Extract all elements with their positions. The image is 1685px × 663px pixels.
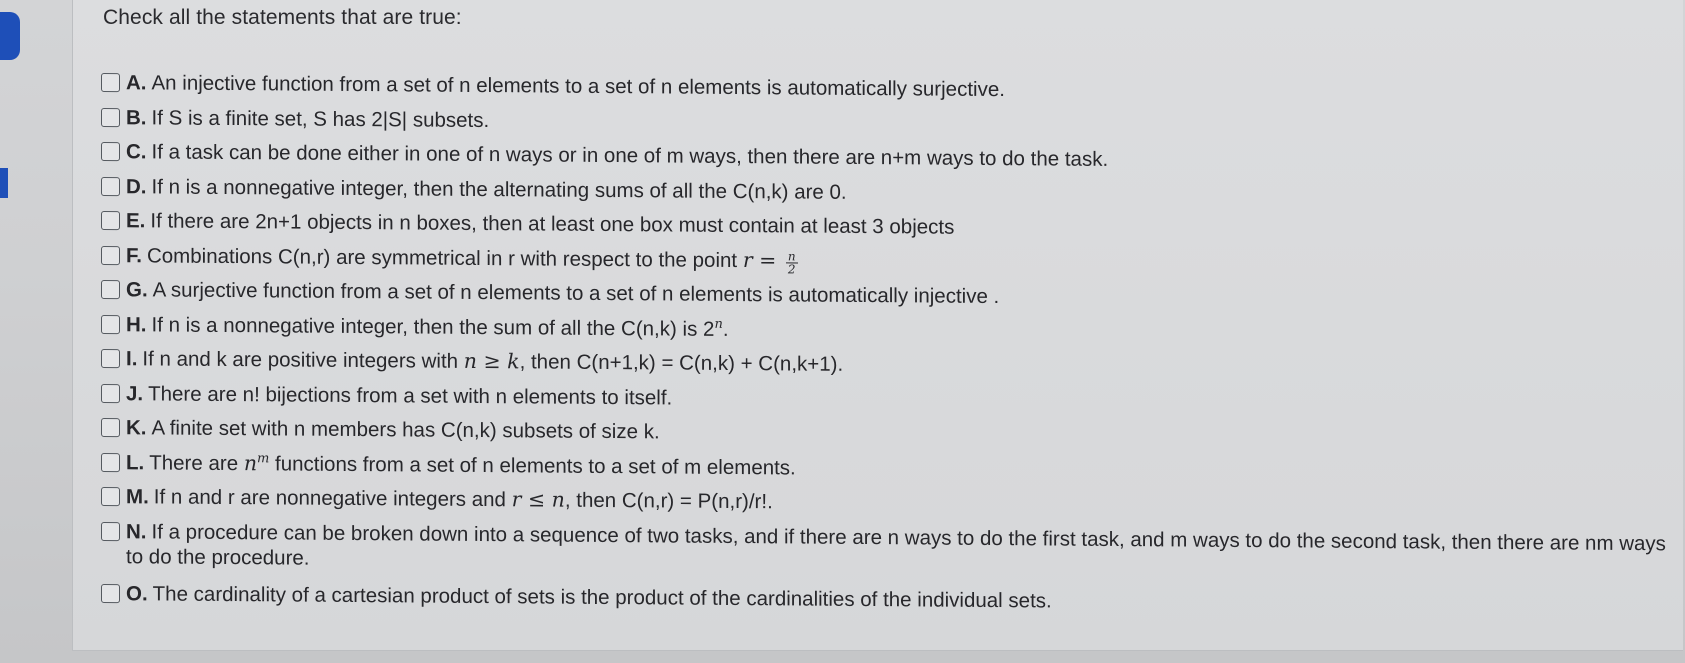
option-exponent: m (257, 450, 270, 466)
option-checkbox[interactable] (101, 487, 120, 506)
option-checkbox[interactable] (101, 211, 120, 230)
option-letter: B. (126, 105, 147, 129)
option-letter: A. (126, 71, 147, 95)
option-text (126, 346, 843, 377)
option-letter: H. (126, 312, 147, 336)
option-math: n ≥ k (463, 348, 520, 374)
option-letter: D. (126, 174, 147, 198)
option-text (126, 415, 660, 444)
option-text (126, 381, 672, 410)
left-accent-marker (0, 168, 8, 198)
option-statement: If a task can be done either in one of n ways or in one of m ways, then there are n+m ways to do the task. (151, 140, 1109, 171)
option-checkbox[interactable] (101, 384, 120, 403)
option-statement-tail: , then C(n,r) = P(n,r)/r!. (564, 488, 773, 514)
option-checkbox[interactable] (101, 315, 120, 334)
option-statement: The cardinality of a cartesian product of sets is the product of the cardinalities of the individual sets. (152, 581, 1052, 612)
option-statement: There are n! bijections from a set with n elements to itself. (148, 381, 673, 409)
option-text (126, 312, 729, 342)
option-statement-tail: . (722, 317, 729, 341)
option-text (126, 208, 954, 240)
question-prompt: Check all the statements that are true: (103, 6, 462, 29)
option-checkbox[interactable] (101, 142, 120, 161)
option-text (126, 450, 796, 480)
option-statement: A finite set with n members has C(n,k) subsets of size k. (151, 416, 660, 444)
option-statement: There are (149, 450, 239, 475)
option-text (126, 70, 1005, 102)
option-statement: If a procedure can be broken down into a sequence of two tasks, and if there are n ways to do the first task, and m ways to do the second task, then there are nm ways to do the procedure. (126, 519, 1666, 570)
option-statement: If n and k are positive integers with (142, 347, 459, 373)
left-accent-tab (0, 12, 20, 60)
option-letter: L. (126, 450, 145, 474)
option-letter: I. (126, 347, 138, 371)
option-statement-tail: functions from a set of n elements to a set of m elements. (269, 451, 796, 479)
option-fraction (786, 250, 798, 275)
option-checkbox[interactable] (101, 584, 120, 603)
option-letter: G. (126, 278, 148, 302)
option-statement-tail: , then C(n+1,k) = C(n,k) + C(n,k+1). (519, 350, 844, 376)
option-letter: F. (126, 243, 142, 267)
option-checkbox[interactable] (101, 108, 120, 127)
option-statement: Combinations C(n,r) are symmetrical in r with respect to the point (146, 243, 738, 272)
option-statement: If n is a nonnegative integer, then the alternating sums of all the C(n,k) are 0. (151, 174, 847, 204)
option-checkbox[interactable] (101, 73, 120, 92)
option-text (126, 105, 489, 133)
fraction-denominator: 2 (787, 261, 796, 276)
option-math: n (243, 450, 258, 475)
fraction-numerator: n (787, 248, 796, 263)
option-statement: If there are 2n+1 objects in n boxes, then at least one box must contain at least 3 objects (150, 209, 955, 239)
option-letter: E. (126, 209, 146, 233)
option-checkbox[interactable] (101, 418, 120, 437)
option-checkbox[interactable] (101, 522, 120, 541)
option-statement: If n is a nonnegative integer, then the sum of all the C(n,k) is 2 (151, 312, 715, 341)
option-text (126, 174, 847, 205)
option-letter: K. (126, 416, 147, 440)
option-math: r ≤ n (511, 487, 565, 512)
option-checkbox[interactable] (101, 246, 120, 265)
option-letter: M. (126, 485, 149, 509)
option-letter: N. (126, 519, 147, 543)
option-statement: A surjective function from a set of n elements to a set of n elements is automatically injective . (152, 278, 1000, 309)
option-checkbox[interactable] (101, 349, 120, 368)
option-math: r = (742, 247, 783, 272)
option-statement: If S is a finite set, S has 2|S| subsets. (151, 105, 490, 132)
option-checkbox[interactable] (101, 453, 120, 472)
option-checkbox[interactable] (101, 177, 120, 196)
option-text (126, 243, 798, 275)
option-letter: J. (126, 381, 144, 405)
option-text (126, 484, 773, 514)
option-exponent: n (714, 316, 723, 332)
option-checkbox[interactable] (101, 280, 120, 299)
option-statement: An injective function from a set of n elements to a set of n elements is automatically surjective. (151, 71, 1005, 102)
option-statement: If n and r are nonnegative integers and (153, 485, 506, 512)
option-letter: C. (126, 140, 147, 164)
answer-options-list (101, 70, 1681, 627)
option-letter: O. (126, 581, 148, 605)
question-card (72, 0, 1683, 651)
